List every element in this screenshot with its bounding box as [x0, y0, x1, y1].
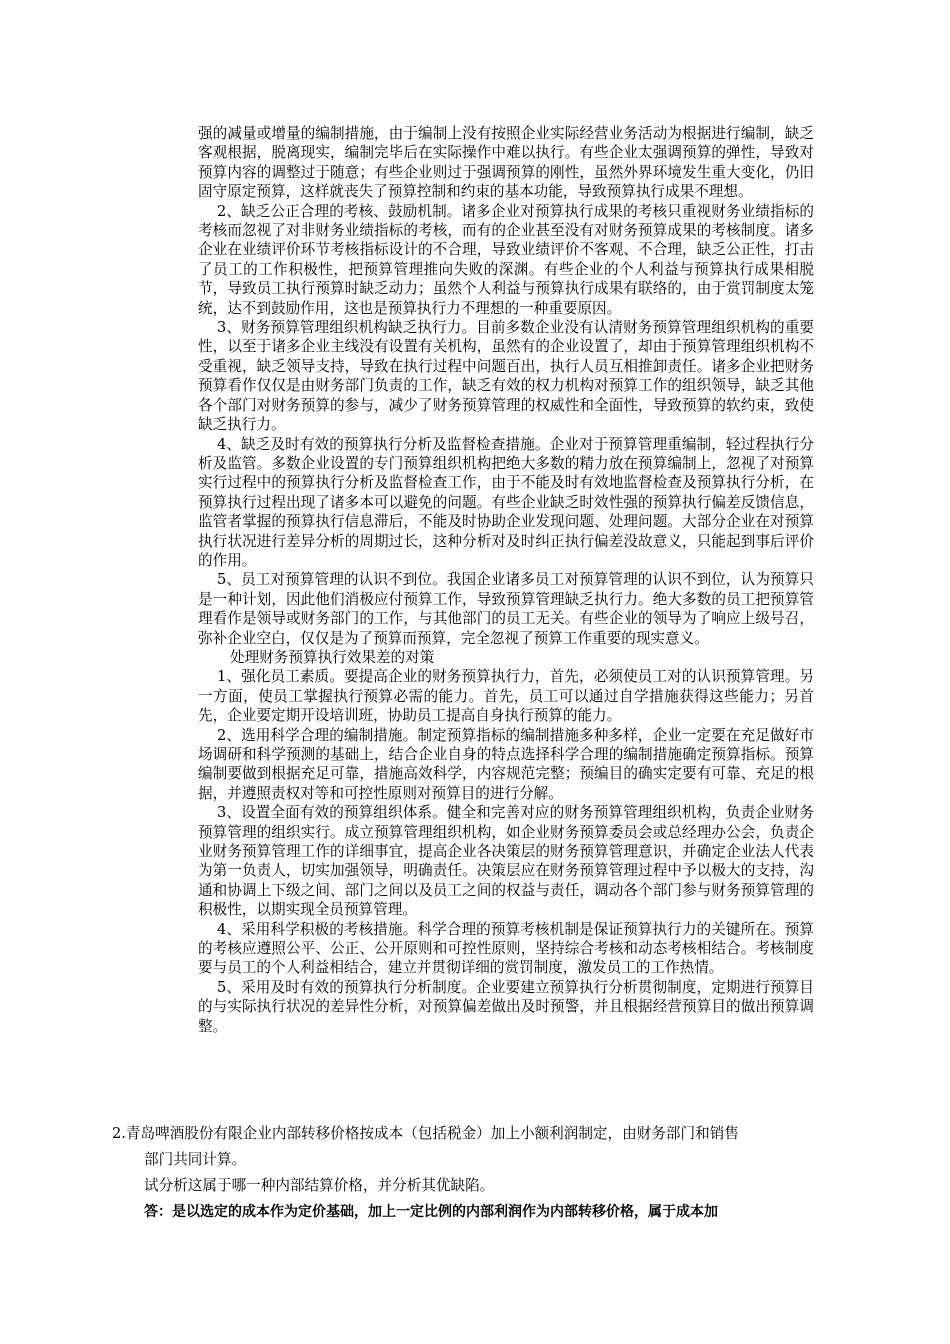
paragraph-analysis-system: 5、采用及时有效的预算执行分析制度。企业要建立预算执行分析贯彻制度，定期进行预算目的与实际执行状况的差异性分析，对预算偏差做出及时预警，并且根据经营预算目的做出预算调整。: [198, 978, 814, 1035]
paragraph-staff-awareness: 5、员工对预算管理的认识不到位。我国企业诸多员工对预算管理的认识不到位，认为预算只是一种计划，因此他们消极应付预算工作，导致预算管理缺乏执行力。绝大多数的员工把预算管理看作是领导或财务部门的工作，与其他部门的员工无关。有些企业的领导为了响应上级号召，弥补企业空白，仅仅是为了预算而预算，完全忽视了预算工作重要的现实意义。: [198, 571, 814, 647]
paragraph-organization: 3、财务预算管理组织机构缺乏执行力。目前多数企业没有认清财务预算管理组织机构的重要性，以至于诸多企业主线没有设置有关机构，虽然有的企业设置了，却由于预算管理组织机构不受重视，缺乏领导支持，导致在执行过程中问题百出，执行人员互相推卸责任。诸多企业把财务预算看作仅仅是由财务部门负责的工作，缺乏有效的权力机构对预算工作的组织领导，缺乏其他各个部门对财务预算的参与，减少了财务预算管理的权威性和全面性，导致预算的软约束，致使缺乏执行力。: [198, 319, 814, 434]
article-body: [198, 124, 814, 1036]
question-block: [112, 1121, 812, 1225]
paragraph-compilation-method: 2、选用科学合理的编制措施。制定预算指标的编制措施多种多样，企业一定要在充足做好市场调研和科学预测的基础上，结合企业自身的特点选择科学合理的编制措施确定预算指标。预算编制要做到根据充足可靠，措施高效科学，内容规范完整；预编目的确实定要有可靠、充足的根据，并遵照责权对等和可控性原则对预算目的进行分解。: [198, 726, 814, 802]
paragraph-organization-system: 3、设置全面有效的预算组织体系。健全和完善对应的财务预算管理组织机构，负责企业财务预算管理的组织实行。成立预算管理组织机构，如企业财务预算委员会或总经理办公会，负责企业财务预算管理工作的详细事宜，提高企业各决策层的财务预算管理意识，并确定企业法人代表为第一负责人，切实加强领导，明确责任。决策层应在财务预算管理过程中予以极大的支持，沟通和协调上下级之间、部门之间以及员工之间的权益与责任，调动各个部门参与财务预算管理的积极性，以期实现全员预算管理。: [198, 804, 814, 919]
answer-text: 答：是以选定的成本作为定价基础，加上一定比例的内部利润作为内部转移价格，属于成本加: [144, 1204, 718, 1220]
section-heading-countermeasures: 处理财务预算执行效果差的对策: [230, 648, 435, 666]
question-prompt: 试分析这属于哪一种内部结算价格，并分析其优缺陷。: [144, 1177, 495, 1194]
paragraph-assessment-mechanism: 2、缺乏公正合理的考核、鼓励机制。诸多企业对预算执行成果的考核只重视财务业绩指标的考核而忽视了对非财务业绩指标的考核，而有的企业甚至没有对财务预算成果的考核制度。诸多企业在业绩评价环节考核指标设计的不合理，导致业绩评价不客观、不合理，缺乏公正性，打击了员工的工作积极性，把预算管理推向失败的深渊。有些企业的个人利益与预算执行成果相脱节，导致员工执行预算时缺乏动力；虽然个人利益与预算执行成果有联络的，由于赏罚制度太笼统，达不到鼓励作用，这也是预算执行力不理想的一种重要原因。: [198, 202, 814, 317]
paragraph-staff-quality: 1、强化员工素质。要提高企业的财务预算执行力，首先，必须使员工对的认识预算管理。另一方面，使员工掌握执行预算必需的能力。首先，员工可以通过自学措施获得这些能力；另首先，企业要定期开设培训班，协助员工提高自身执行预算的能力。: [198, 668, 814, 725]
paragraph-supervision: 4、缺乏及时有效的预算执行分析及监督检查措施。企业对于预算管理重编制，轻过程执行分析及监管。多数企业设置的专门预算组织机构把绝大多数的精力放在预算编制上，忽视了对预算实行过程中的预算执行分析及监督检查工作，由于不能及时有效地监督检查及预算执行分析，在预算执行过程出现了诸多本可以避免的问题。有些企业缺乏时效性强的预算执行偏差反馈信息，监管者掌握的预算执行信息滞后，不能及时协助企业发现问题、处理问题。大部分企业在对预算执行状况进行差异分析的周期过长，这种分析对及时纠正执行偏差没故意义，只能起到事后评价的作用。: [198, 435, 814, 569]
paragraph-plan-issue: 强的减量或增量的编制措施，由于编制上没有按照企业实际经营业务活动为根据进行编制，缺乏客观根据，脱离现实，编制完毕后在实际操作中难以执行。有些企业太强调预算的弹性，导致对预算内容的调整过于随意；有些企业则过于强调预算的刚性，虽然外界环境发生重大变化，仍旧固守原定预算，这样就丧失了预算控制和约束的基本功能，导致预算执行成果不理想。: [198, 125, 814, 201]
question-text-line2: 部门共同计算。: [144, 1151, 247, 1168]
question-text-line1: 2.青岛啤酒股份有限企业内部转移价格按成本（包括税金）加上小额利润制定，由财务部门和销售: [112, 1125, 739, 1142]
paragraph-assessment-measures: 4、采用科学积极的考核措施。科学合理的预算考核机制是保证预算执行力的关键所在。预算的考核应遵照公平、公正、公开原则和可控性原则，坚持综合考核和动态考核相结合。考核制度要与员工的个人利益相结合，建立并贯彻详细的赏罚制度，激发员工的工作热情。: [198, 920, 814, 977]
